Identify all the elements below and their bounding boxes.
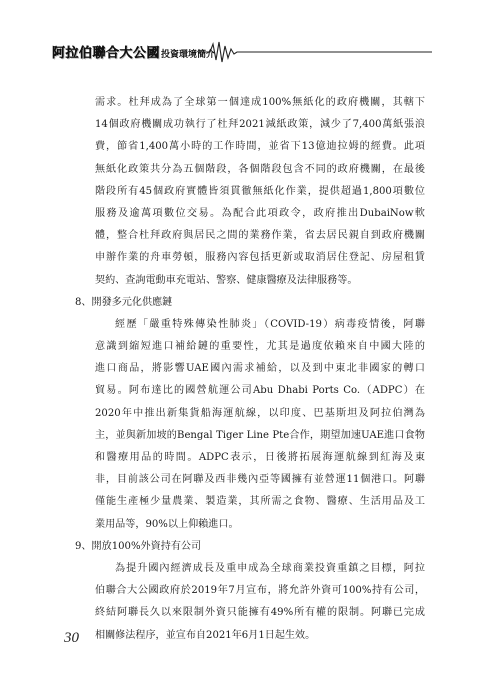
section-8-body bbox=[95, 314, 425, 536]
text-line: 主，並與新加坡的Bengal Tiger Line Pte合作，期望加速UAE進口食物 bbox=[95, 429, 425, 441]
text-line: 契約、查詢電動車充電站、警察、健康醫療及法律服務等。 bbox=[95, 274, 358, 286]
text-line: 2020年中推出新集貨船海運航線，以印度、巴基斯坦及阿拉伯灣為 bbox=[95, 407, 425, 419]
text-line: 費，節省1,400萬小時的工作時間，並省下13億迪拉姆的經費。此項 bbox=[95, 141, 425, 153]
text-line: 為提升國內經濟成長及重申成為全球商業投資重鎮之目標，阿拉 bbox=[115, 562, 425, 574]
text-line: 14個政府機關成功執行了杜拜2021減紙政策，減少了7,400萬紙張浪 bbox=[95, 119, 425, 131]
header-title bbox=[52, 42, 215, 62]
text-line: 體，整合杜拜政府與居民之間的業務作業，省去居民親自到政府機關 bbox=[95, 230, 425, 242]
header-title-main: 阿拉伯聯合大公國 bbox=[52, 46, 161, 61]
text-line: 終結阿聯長久以來限制外資只能擁有49%所有權的限制。阿聯已完成 bbox=[95, 607, 425, 619]
section-8-heading: 8、開發多元化供應鏈 bbox=[75, 296, 173, 308]
text-line: 服務及逾萬項數位交易。為配合此項政令，政府推出DubaiNow軟 bbox=[95, 207, 425, 219]
text-line: 進口商品，將影響UAE國內需求補給，以及到中東北非國家的轉口 bbox=[95, 363, 425, 375]
header-waveform-line bbox=[204, 40, 432, 64]
text-line: 相關修法程序，並宣布自2021年6月1日起生效。 bbox=[95, 629, 316, 641]
section-9-heading: 9、開放100%外資持有公司 bbox=[75, 540, 202, 552]
text-line: 和醫療用品的時間。ADPC表示，日後將拓展海運航線到紅海及東 bbox=[95, 452, 425, 463]
body-content bbox=[75, 92, 425, 647]
text-line: 意識到縮短進口補給鏈的重要性，尤其是過度依賴來自中國大陸的 bbox=[95, 341, 425, 353]
header-title-sub: 投資環境簡介 bbox=[161, 50, 216, 60]
text-line: 申辦作業的舟車勞頓，服務內容包括更新或取消居住登記、房屋租賃 bbox=[95, 252, 425, 264]
text-line: 非，目前該公司在阿聯及西非幾內亞等國擁有並營運11個港口。阿聯 bbox=[95, 474, 425, 486]
text-line: 貿易。阿布達比的國營航運公司Abu Dhabi Ports Co.（ADPC）在 bbox=[95, 385, 425, 397]
text-line: 階段所有45個政府實體皆須貫徹無紙化作業，提供超過1,800項數位 bbox=[95, 185, 425, 197]
paragraph-dubai-paperless bbox=[95, 92, 425, 292]
text-line: 伯聯合大公國政府於2019年7月宣布，將允許外資可100%持有公司， bbox=[95, 585, 425, 597]
page-header bbox=[52, 40, 432, 64]
text-line: 無紙化政策共分為五個階段，各個階段包含不同的政府機關，在最後 bbox=[95, 163, 425, 175]
text-line: 業用品等，90%以上仰賴進口。 bbox=[95, 518, 239, 530]
text-line: 經歷「嚴重特殊傳染性肺炎」（COVID-19）病毒疫情後，阿聯 bbox=[115, 318, 425, 330]
section-9-body bbox=[95, 558, 425, 647]
text-line: 需求。杜拜成為了全球第一個達成100%無紙化的政府機關，其轄下 bbox=[95, 97, 425, 108]
text-line: 僅能生產極少量農業、製造業，其所需之食物、醫療、生活用品及工 bbox=[95, 496, 425, 508]
page-number: 30 bbox=[64, 630, 79, 646]
